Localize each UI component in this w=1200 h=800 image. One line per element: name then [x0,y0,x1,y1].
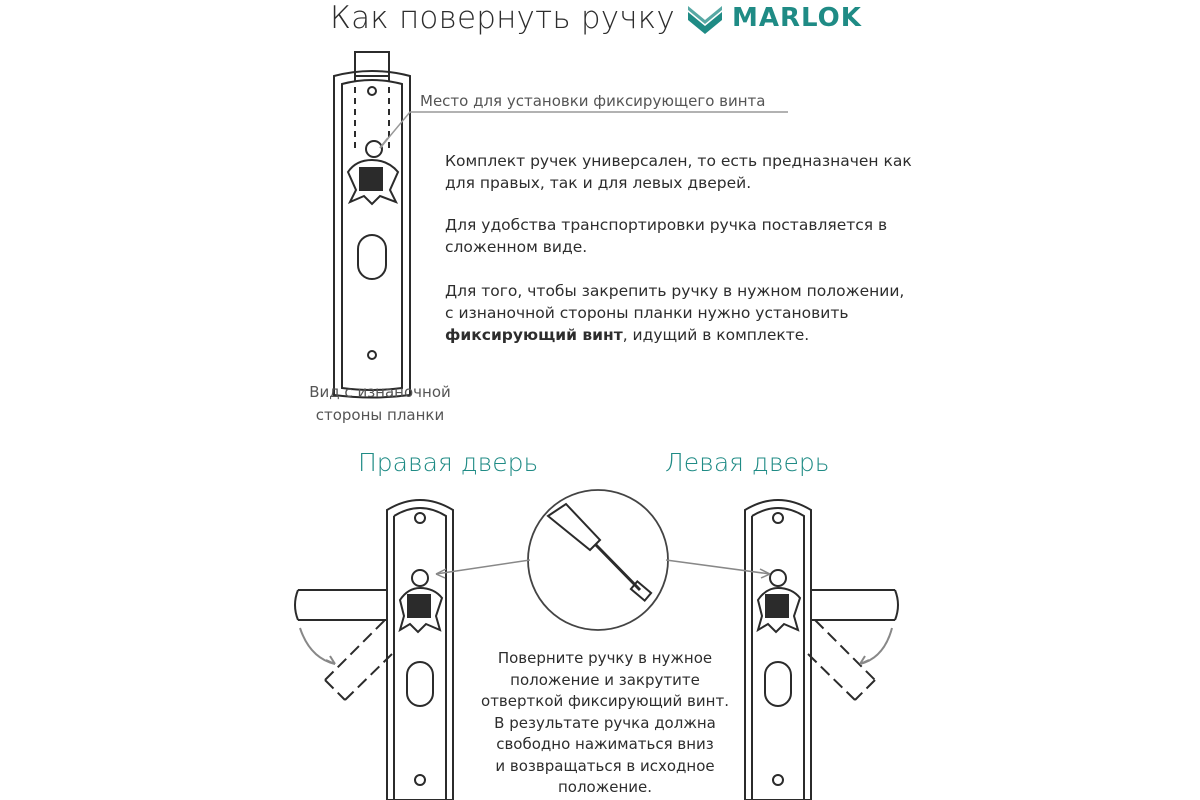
instructions-line: отверткой фиксирующий винт. [481,692,729,710]
instructions-line: В результате ручка должна [494,713,716,732]
plate-left-door [745,500,898,800]
paragraph-transport: Для удобства транспортировки ручка поставляется в сложенном виде. [445,216,888,256]
plate-right-door [295,500,453,800]
instructions-line: Поверните ручку в нужное [497,649,713,667]
instructions-text [470,648,740,799]
instructions-line: свободно нажиматься вниз [496,735,714,753]
paragraph-fixing [445,280,915,346]
right-door-title: Правая дверь [358,448,539,477]
paragraph-fixing-end: , идущий в комплекте. [622,326,810,344]
plate-back-view [334,52,410,398]
instructions-line: положение. [557,778,653,796]
instructions-line: положение и закрутите [510,670,700,689]
back-view-caption [300,381,460,427]
instructions-line: и возвращаться в исходное [495,756,715,775]
page-title: Как повернуть ручку [330,0,675,36]
left-door-title: Левая дверь [665,448,830,477]
paragraph-fixing-bold: фиксирующий винт [445,326,623,344]
caption-line-2: стороны планки [315,406,445,424]
caption-line-1: Вид с изнаночной [309,383,451,401]
paragraph-fixing-start: Для того, чтобы закрепить ручку в нужном положении, с изнаночной стороны планки нужно установить [445,282,905,322]
paragraph-universal: Комплект ручек универсален, то есть предназначен как для правых, так и для левых дверей. [445,152,912,192]
brand-name: MARLOK [732,3,862,33]
screwdriver-icon [528,490,668,630]
fixing-screw-callout: Место для установки фиксирующего винта [420,92,766,110]
